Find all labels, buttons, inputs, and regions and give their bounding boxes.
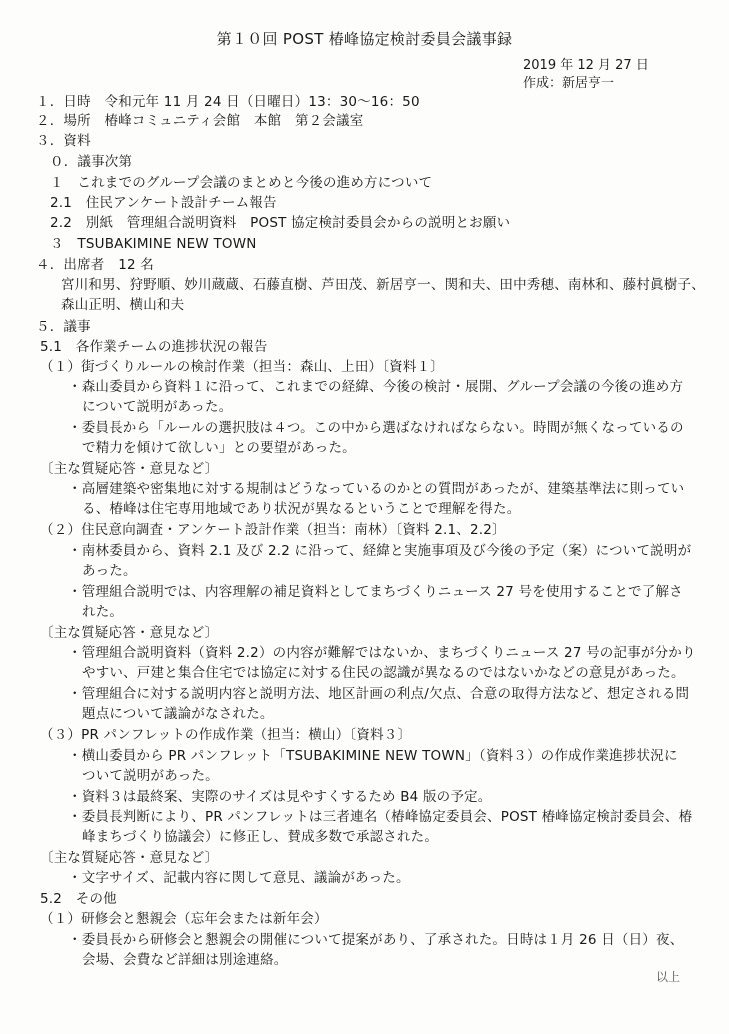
document-date: 2019 年 12 月 27 日 (523, 58, 649, 73)
note-line: ・資料３は最終案、実際のサイズは見やすくするため B4 版の予定。 (68, 789, 492, 805)
note-line: れた。 (82, 604, 124, 620)
note-line: ・横山委員から PR パンフレット「TSUBAKIMINE NEW TOWN」（資料３）の作成作業進捗状況に (68, 748, 678, 764)
subsection-3-heading: （３）PR パンフレットの作成作業（担当：横山）〔資料３〕 (40, 727, 412, 743)
note-line: やすい、戸建と集合住宅では協定に対する住民の認識が異なるのではないかなどの意見があった。 (82, 665, 685, 681)
item-location: ２．場所 椿峰コミュニティ会館 本館 第２会議室 (36, 113, 364, 129)
material-3: ３ TSUBAKIMINE NEW TOWN (50, 236, 257, 252)
note-line: 題点について議論がなされた。 (82, 706, 274, 722)
section-5-2: 5.2 その他 (40, 891, 117, 907)
item-materials-heading: ３．資料 (36, 133, 91, 149)
item-datetime: １．日時 令和元年 11 月 24 日（日曜日）13：30〜16：50 (36, 94, 420, 110)
note-line: について説明があった。 (82, 399, 233, 415)
material-2-2: 2.2 別紙 管理組合説明資料 POST 協定検討委員会からの説明とお願い (50, 215, 511, 231)
subsection-1-heading: （１）街づくりルールの検討作業（担当：森山、上田）〔資料１〕 (40, 359, 444, 375)
material-1: １ これまでのグループ会議のまとめと今後の進め方について (50, 175, 433, 191)
note-line: 会場、会費など詳細は別途連絡。 (82, 952, 288, 968)
note-line: ・委員長から「ルールの選択肢は４つ。この中から選ばなければならない。時間が無くなっているの (68, 420, 684, 436)
material-0: ０．議事次第 (50, 154, 133, 170)
note-line: ・管理組合説明資料（資料 2.2）の内容が難解ではないか、まちづくりニュース 27 号の記事が分かり (68, 645, 696, 661)
note-line: ・委員長から研修会と懇親会の開催について提案があり、了承された。日時は１月 26 日（日）夜、 (68, 932, 684, 948)
note-line: ・南林委員から、資料 2.1 及び 2.2 に沿って、経緯と実施事項及び今後の予定（案）について説明が (68, 543, 692, 559)
note-line: ・森山委員から資料１に沿って、これまでの経緯、今後の検討・展開、グループ会議の今後の進め方 (68, 379, 684, 395)
note-line: あった。 (82, 563, 137, 579)
note-line: る、椿峰は住宅専用地域であり状況が異なるということで理解を得た。 (82, 501, 521, 517)
note-line: ・高層建築や密集地に対する規制はどうなっているのかとの質問があったが、建築基準法に則ってい (68, 481, 685, 497)
attendee-names-1: 宮川和男、狩野順、妙川蔵蔵、石藤直樹、芦田茂、新居亨一、関和夫、田中秀穂、南林和、藤村眞樹子、 (61, 277, 705, 293)
item-proceedings: ５．議事 (36, 319, 91, 335)
section-5-1: 5.1 各作業チームの進捗状況の報告 (40, 339, 268, 355)
document-title: 第１０回 POST 椿峰協定検討委員会議事録 (216, 30, 513, 48)
other-item-1-heading: （１）研修会と懇親会（忘年会または新年会） (40, 911, 328, 927)
item-attendees: ４．出席者 12 名 (36, 257, 154, 273)
note-line: ・文字サイズ、記載内容に関して意見、議論があった。 (68, 870, 410, 886)
note-line: ・管理組合説明では、内容理解の補足資料としてまちづくりニュース 27 号を使用することで了解さ (68, 584, 683, 600)
qa-heading: 〔主な質疑応答・意見など〕 (40, 625, 219, 641)
qa-heading: 〔主な質疑応答・意見など〕 (40, 461, 219, 477)
note-line: ・委員長判断により、PR パンフレットは三者連名（椿峰協定委員会、POST 椿峰協定検討委員会、椿 (68, 809, 693, 825)
note-line: で精力を傾けて欲しい」との要望があった。 (82, 440, 356, 456)
note-line: 峰まちづくり協議会）に修正し、賛成多数で承認された。 (82, 829, 439, 845)
closing-mark: 以上 (656, 970, 681, 984)
material-2-1: 2.1 住民アンケート設計チーム報告 (50, 195, 277, 211)
qa-heading: 〔主な質疑応答・意見など〕 (40, 850, 219, 866)
attendee-names-2: 森山正明、横山和夫 (61, 297, 185, 313)
subsection-2-heading: （２）住民意向調査・アンケート設計作業（担当：南林）〔資料 2.1、2.2〕 (40, 522, 506, 538)
note-line: ・管理組合に対する説明内容と説明方法、地区計画の利点/欠点、合意の取得方法など、想定される問 (68, 686, 690, 702)
note-line: ついて説明があった。 (82, 768, 219, 784)
document-author: 作成：新居亨一 (523, 76, 615, 91)
